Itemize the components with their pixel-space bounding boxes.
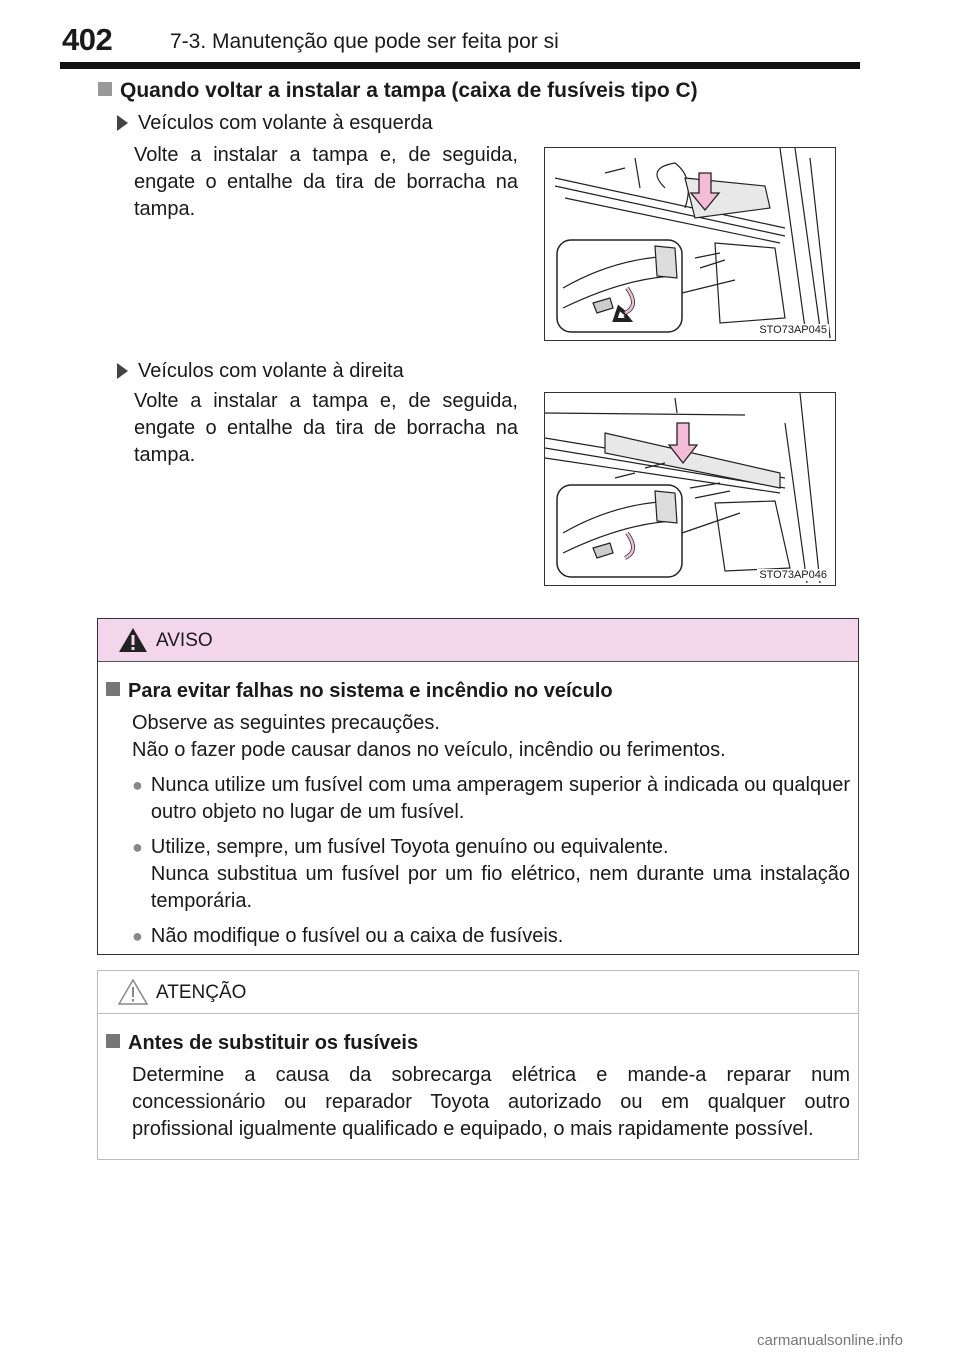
rhd-instruction: Volte a instalar a tampa e, de seguida, engate o entalhe da tira de borracha na tampa. [134,390,518,466]
aviso-bullet-text: Não modifique o fusível ou a caixa de fusíveis. [150,925,564,947]
lhd-title [117,112,433,135]
atencao-subheading-text: Antes de substituir os fusíveis [128,1032,419,1054]
rhd-illustration [545,393,835,585]
footer-watermark[interactable]: carmanualsonline.info [757,1332,903,1349]
aviso-box [97,618,859,955]
circle-bullet-icon: ● [132,775,143,795]
section-heading-text: Quando voltar a instalar a tampa (caixa de fusíveis tipo C) [120,79,698,102]
aviso-subheading [106,678,850,705]
chapter-title: 7-3. Manutenção que pode ser feita por si [170,30,559,53]
aviso-bullet [106,923,850,950]
atencao-header [98,971,858,1014]
square-bullet-icon [106,682,120,696]
aviso-subheading-text: Para evitar falhas no sistema e incêndio no veículo [128,680,613,702]
triangle-arrow-icon [117,363,128,379]
atencao-text: Determine a causa da sobrecarga elétrica e mande-a reparar num concessionário ou reparador Toyota autorizado ou em qualquer outro profissional igualmente qualificado e equipado, o mais rapidamente possível. [132,1064,850,1140]
aviso-bullet-text-2: Nunca substitua um fusível por um fio elétrico, nem durante uma instalação temporária. [150,863,850,912]
square-bullet-icon [98,82,112,96]
rhd-figure-code: STO73AP046 [759,569,827,581]
aviso-bullet [106,834,850,915]
atencao-label: ATENÇÃO [156,982,247,1003]
aviso-bullet [106,772,850,826]
aviso-bullet-text: Nunca utilize um fusível com uma amperagem superior à indicada ou qualquer outro objeto no lugar de um fusível. [150,774,850,823]
lhd-title-text: Veículos com volante à esquerda [138,112,433,134]
circle-bullet-icon: ● [132,837,143,857]
lhd-illustration [545,148,835,340]
aviso-body [98,662,858,950]
circle-bullet-icon: ● [132,926,143,946]
page-number: 402 [62,22,113,57]
triangle-arrow-icon [117,115,128,131]
aviso-label: AVISO [156,630,213,651]
atencao-body [98,1014,858,1143]
rhd-title [117,360,404,383]
aviso-intro-2: Não o fazer pode causar danos no veículo, incêndio ou ferimentos. [132,739,726,761]
warning-triangle-icon [118,627,148,653]
rhd-title-text: Veículos com volante à direita [138,360,404,382]
caution-triangle-icon [118,979,148,1005]
aviso-intro-1: Observe as seguintes precauções. [132,712,440,734]
rhd-figure [544,392,836,586]
atencao-subheading [106,1030,850,1057]
lhd-figure [544,147,836,341]
atencao-box [97,970,859,1160]
aviso-header [98,619,858,662]
lhd-instruction: Volte a instalar a tampa e, de seguida, engate o entalhe da tira de borracha na tampa. [134,144,518,220]
square-bullet-icon [106,1034,120,1048]
header-rule [60,62,860,69]
section-heading [98,79,698,103]
aviso-bullet-text: Utilize, sempre, um fusível Toyota genuíno ou equivalente. [150,836,669,858]
lhd-figure-code: STO73AP045 [759,324,827,336]
